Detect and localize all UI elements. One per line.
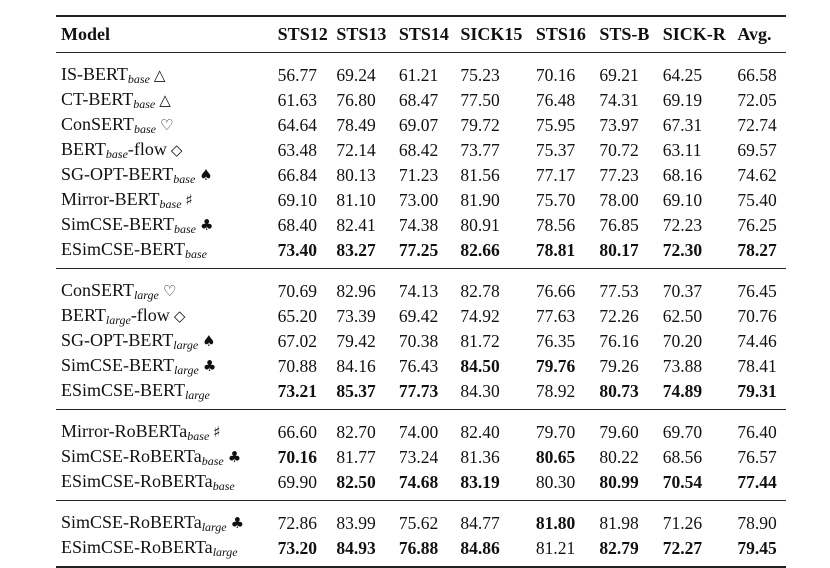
table-row xyxy=(56,328,786,353)
score-cell: 70.37 xyxy=(662,280,703,301)
score-cell: 81.56 xyxy=(460,164,500,185)
score-cell: 79.72 xyxy=(460,114,500,135)
model-size: large xyxy=(173,363,199,377)
model-name: SimCSE-BERT xyxy=(61,214,174,234)
score-cell: 69.70 xyxy=(662,421,703,442)
score-cell: 73.39 xyxy=(336,305,376,326)
model-name-cell xyxy=(56,162,278,187)
table-row xyxy=(56,53,786,88)
score-cell: 80.65 xyxy=(535,446,576,467)
score-cell: 76.40 xyxy=(737,421,777,442)
model-marker: ♣ xyxy=(199,216,214,234)
score-cell: 70.20 xyxy=(662,330,703,351)
score-cell: 82.78 xyxy=(460,280,500,301)
score-cell: 68.47 xyxy=(398,89,439,110)
header-avg: Avg. xyxy=(737,24,772,44)
score-cell: 81.80 xyxy=(535,512,576,533)
model-name-cell xyxy=(56,212,278,237)
table-row xyxy=(56,137,786,162)
model-name-cell xyxy=(56,378,278,410)
score-cell: 75.40 xyxy=(737,189,777,210)
score-cell: 64.64 xyxy=(277,114,318,135)
score-cell: 80.17 xyxy=(599,239,639,260)
score-cell: 76.43 xyxy=(398,355,439,376)
score-cell: 84.16 xyxy=(336,355,376,376)
score-cell: 79.60 xyxy=(599,421,639,442)
score-cell: 74.89 xyxy=(662,380,703,401)
model-name-cell xyxy=(56,187,278,212)
score-cell: 64.25 xyxy=(662,64,703,85)
model-marker: ◇ xyxy=(173,307,186,325)
score-cell: 76.85 xyxy=(599,214,639,235)
header-sts-b: STS-B xyxy=(599,24,650,44)
score-cell: 72.14 xyxy=(336,139,376,160)
score-cell: 70.16 xyxy=(535,64,576,85)
model-size: base xyxy=(133,97,156,111)
model-name-cell xyxy=(56,112,278,137)
model-name: ESimCSE-BERT xyxy=(61,380,185,400)
model-name: SimCSE-RoBERTa xyxy=(61,446,202,466)
header-sick15: SICK15 xyxy=(460,24,523,44)
model-size: large xyxy=(201,520,227,534)
score-cell: 56.77 xyxy=(277,64,318,85)
score-cell: 80.22 xyxy=(599,446,639,467)
score-cell: 84.93 xyxy=(336,537,376,558)
score-cell: 74.62 xyxy=(737,164,777,185)
score-cell: 80.73 xyxy=(599,380,639,401)
model-name: BERT xyxy=(61,305,106,325)
score-cell: 66.84 xyxy=(277,164,318,185)
score-cell: 70.88 xyxy=(277,355,318,376)
score-cell: 78.56 xyxy=(535,214,576,235)
table-row xyxy=(56,212,786,237)
table-row xyxy=(56,187,786,212)
model-size: large xyxy=(173,338,199,352)
model-name: ConSERT xyxy=(61,280,134,300)
model-name: ESimCSE-RoBERTa xyxy=(61,471,213,491)
model-name-cell xyxy=(56,501,278,536)
score-cell: 84.77 xyxy=(460,512,500,533)
score-cell: 78.00 xyxy=(599,189,639,210)
model-size: base xyxy=(212,479,235,493)
header-model: Model xyxy=(61,24,110,44)
score-cell: 77.23 xyxy=(599,164,639,185)
score-cell: 76.57 xyxy=(737,446,777,467)
score-cell: 76.25 xyxy=(737,214,777,235)
score-cell: 74.46 xyxy=(737,330,777,351)
score-cell: 81.72 xyxy=(460,330,500,351)
score-cell: 70.72 xyxy=(599,139,639,160)
score-cell: 76.88 xyxy=(398,537,439,558)
score-cell: 69.24 xyxy=(336,64,376,85)
score-cell: 79.26 xyxy=(599,355,639,376)
header-sts12: STS12 xyxy=(277,24,328,44)
model-marker: ♠ xyxy=(199,166,213,184)
table-row xyxy=(56,112,786,137)
result-group xyxy=(56,501,786,568)
score-cell: 77.53 xyxy=(599,280,639,301)
score-cell: 76.66 xyxy=(535,280,576,301)
score-cell: 81.10 xyxy=(336,189,376,210)
score-cell: 77.44 xyxy=(737,471,777,492)
score-cell: 76.35 xyxy=(535,330,576,351)
score-cell: 70.76 xyxy=(737,305,777,326)
header-row xyxy=(56,16,786,53)
score-cell: 82.70 xyxy=(336,421,376,442)
model-size: base xyxy=(173,172,196,186)
model-name: SG-OPT-BERT xyxy=(61,164,174,184)
score-cell: 75.23 xyxy=(460,64,500,85)
table-row xyxy=(56,162,786,187)
score-cell: 82.79 xyxy=(599,537,639,558)
model-size: large xyxy=(212,545,238,559)
model-name: SimCSE-RoBERTa xyxy=(61,512,202,532)
model-size: base xyxy=(184,247,207,261)
score-cell: 67.02 xyxy=(277,330,318,351)
score-cell: 77.63 xyxy=(535,305,576,326)
score-cell: 81.36 xyxy=(460,446,500,467)
score-cell: 79.42 xyxy=(336,330,376,351)
score-cell: 66.58 xyxy=(737,64,777,85)
table-row xyxy=(56,501,786,536)
model-marker: △ xyxy=(159,91,171,109)
result-group xyxy=(56,53,786,269)
score-cell: 76.45 xyxy=(737,280,777,301)
score-cell: 61.63 xyxy=(277,89,318,110)
score-cell: 79.31 xyxy=(737,380,777,401)
model-marker: ♣ xyxy=(227,448,242,466)
score-cell: 74.38 xyxy=(398,214,439,235)
table-row xyxy=(56,269,786,304)
model-name: Mirror-BERT xyxy=(61,189,160,209)
score-cell: 70.38 xyxy=(398,330,439,351)
score-cell: 73.21 xyxy=(277,380,318,401)
table-row xyxy=(56,237,786,269)
model-name: ESimCSE-BERT xyxy=(61,239,185,259)
score-cell: 75.70 xyxy=(535,189,576,210)
score-cell: 78.81 xyxy=(535,239,576,260)
model-size: large xyxy=(105,313,131,327)
score-cell: 74.68 xyxy=(398,471,439,492)
score-cell: 72.26 xyxy=(599,305,639,326)
header-sts14: STS14 xyxy=(398,24,449,44)
model-name-cell xyxy=(56,53,278,88)
score-cell: 70.16 xyxy=(277,446,318,467)
score-cell: 75.37 xyxy=(535,139,576,160)
score-cell: 77.73 xyxy=(398,380,439,401)
score-cell: 70.54 xyxy=(662,471,703,492)
score-cell: 81.21 xyxy=(535,537,576,558)
score-cell: 79.76 xyxy=(535,355,576,376)
model-name-cell xyxy=(56,469,278,501)
table-header xyxy=(56,16,786,53)
header-sts13: STS13 xyxy=(336,24,387,44)
score-cell: 73.24 xyxy=(398,446,439,467)
model-name-cell xyxy=(56,410,278,445)
score-cell: 66.60 xyxy=(277,421,318,442)
results-table xyxy=(56,15,786,568)
score-cell: 63.48 xyxy=(277,139,318,160)
score-cell: 78.27 xyxy=(737,239,777,260)
score-cell: 85.37 xyxy=(336,380,376,401)
model-name-cell xyxy=(56,328,278,353)
model-marker: ◇ xyxy=(170,141,183,159)
score-cell: 68.40 xyxy=(277,214,318,235)
score-cell: 65.20 xyxy=(277,305,318,326)
score-cell: 83.19 xyxy=(460,471,500,492)
model-name: SimCSE-BERT xyxy=(61,355,174,375)
model-size: base xyxy=(173,222,196,236)
score-cell: 72.27 xyxy=(662,537,703,558)
score-cell: 83.99 xyxy=(336,512,376,533)
score-cell: 69.21 xyxy=(599,64,639,85)
score-cell: 78.41 xyxy=(737,355,777,376)
score-cell: 76.48 xyxy=(535,89,576,110)
result-group xyxy=(56,410,786,501)
score-cell: 74.13 xyxy=(398,280,439,301)
score-cell: 82.40 xyxy=(460,421,500,442)
table-row xyxy=(56,469,786,501)
model-marker: ♣ xyxy=(230,514,245,532)
model-size: base xyxy=(187,429,210,443)
table-row xyxy=(56,410,786,445)
model-suffix: -flow xyxy=(127,139,167,159)
score-cell: 74.00 xyxy=(398,421,439,442)
model-marker: △ xyxy=(153,66,166,84)
model-marker: ♡ xyxy=(162,282,177,300)
model-name-cell xyxy=(56,237,278,269)
score-cell: 73.88 xyxy=(662,355,703,376)
model-suffix: -flow xyxy=(130,305,170,325)
score-cell: 69.10 xyxy=(662,189,703,210)
table-row xyxy=(56,353,786,378)
score-cell: 68.56 xyxy=(662,446,703,467)
score-cell: 69.90 xyxy=(277,471,318,492)
score-cell: 74.31 xyxy=(599,89,639,110)
score-cell: 75.95 xyxy=(535,114,576,135)
score-cell: 69.07 xyxy=(398,114,439,135)
score-cell: 70.69 xyxy=(277,280,318,301)
model-marker: ♯ xyxy=(185,191,193,209)
score-cell: 73.77 xyxy=(460,139,500,160)
score-cell: 61.21 xyxy=(398,64,439,85)
score-cell: 68.42 xyxy=(398,139,439,160)
table-row xyxy=(56,378,786,410)
model-name-cell xyxy=(56,444,278,469)
score-cell: 69.42 xyxy=(398,305,439,326)
score-cell: 78.92 xyxy=(535,380,576,401)
table-row xyxy=(56,87,786,112)
score-cell: 73.40 xyxy=(277,239,318,260)
model-marker: ♡ xyxy=(159,116,174,134)
model-name-cell xyxy=(56,303,278,328)
model-size: large xyxy=(184,388,210,402)
score-cell: 62.50 xyxy=(662,305,703,326)
score-cell: 76.80 xyxy=(336,89,376,110)
model-name-cell xyxy=(56,137,278,162)
model-name: ConSERT xyxy=(61,114,134,134)
score-cell: 75.62 xyxy=(398,512,439,533)
score-cell: 82.41 xyxy=(336,214,376,235)
score-cell: 72.05 xyxy=(737,89,777,110)
model-size: base xyxy=(105,147,128,161)
score-cell: 74.92 xyxy=(460,305,500,326)
header-sts16: STS16 xyxy=(535,24,586,44)
model-name: IS-BERT xyxy=(61,64,128,84)
table-row xyxy=(56,303,786,328)
score-cell: 77.50 xyxy=(460,89,500,110)
score-cell: 81.77 xyxy=(336,446,376,467)
model-marker: ♯ xyxy=(213,423,221,441)
score-cell: 69.19 xyxy=(662,89,703,110)
score-cell: 72.23 xyxy=(662,214,703,235)
score-cell: 80.99 xyxy=(599,471,639,492)
score-cell: 76.16 xyxy=(599,330,639,351)
score-cell: 73.97 xyxy=(599,114,639,135)
score-cell: 83.27 xyxy=(336,239,376,260)
table-row xyxy=(56,444,786,469)
score-cell: 81.98 xyxy=(599,512,639,533)
score-cell: 72.86 xyxy=(277,512,318,533)
score-cell: 84.50 xyxy=(460,355,500,376)
result-group xyxy=(56,269,786,410)
score-cell: 82.50 xyxy=(336,471,376,492)
score-cell: 80.91 xyxy=(460,214,500,235)
model-name: CT-BERT xyxy=(61,89,134,109)
model-name: BERT xyxy=(61,139,106,159)
model-name-cell xyxy=(56,353,278,378)
score-cell: 73.00 xyxy=(398,189,439,210)
model-size: base xyxy=(127,72,150,86)
score-cell: 78.90 xyxy=(737,512,777,533)
score-cell: 72.74 xyxy=(737,114,777,135)
score-cell: 63.11 xyxy=(662,139,702,160)
score-cell: 72.30 xyxy=(662,239,703,260)
score-cell: 69.57 xyxy=(737,139,777,160)
score-cell: 71.23 xyxy=(398,164,439,185)
model-name: Mirror-RoBERTa xyxy=(61,421,188,441)
score-cell: 67.31 xyxy=(662,114,703,135)
model-name-cell xyxy=(56,87,278,112)
model-size: large xyxy=(133,288,159,302)
score-cell: 84.30 xyxy=(460,380,500,401)
score-cell: 78.49 xyxy=(336,114,376,135)
score-cell: 77.17 xyxy=(535,164,576,185)
model-size: base xyxy=(159,197,182,211)
header-sick-r: SICK-R xyxy=(662,24,726,44)
model-marker: ♠ xyxy=(202,332,216,350)
score-cell: 82.66 xyxy=(460,239,500,260)
score-cell: 80.13 xyxy=(336,164,376,185)
model-size: base xyxy=(201,454,224,468)
score-cell: 84.86 xyxy=(460,537,500,558)
model-name-cell xyxy=(56,269,278,304)
score-cell: 71.26 xyxy=(662,512,703,533)
score-cell: 79.70 xyxy=(535,421,576,442)
model-name: SG-OPT-BERT xyxy=(61,330,174,350)
model-name: ESimCSE-RoBERTa xyxy=(61,537,213,557)
score-cell: 80.30 xyxy=(535,471,576,492)
score-cell: 69.10 xyxy=(277,189,318,210)
score-cell: 68.16 xyxy=(662,164,703,185)
score-cell: 82.96 xyxy=(336,280,376,301)
score-cell: 73.20 xyxy=(277,537,318,558)
model-marker: ♣ xyxy=(202,357,217,375)
model-size: base xyxy=(133,122,156,136)
score-cell: 77.25 xyxy=(398,239,439,260)
score-cell: 81.90 xyxy=(460,189,500,210)
score-cell: 79.45 xyxy=(737,537,777,558)
